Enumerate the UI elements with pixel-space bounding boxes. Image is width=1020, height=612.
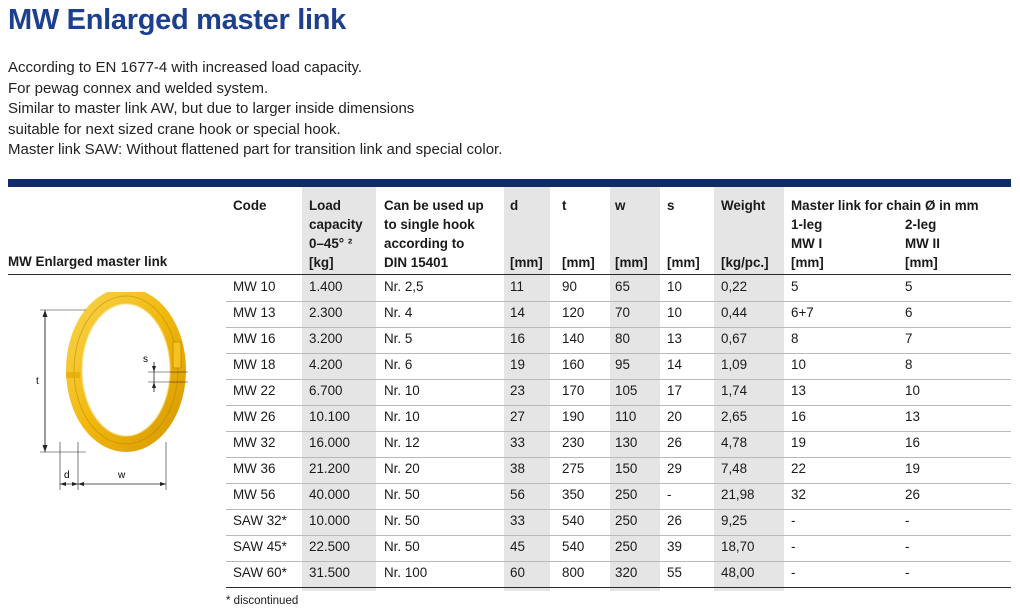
cell-d: 19: [510, 357, 525, 372]
cell-weight: 9,25: [721, 513, 748, 528]
cell-s: -: [667, 487, 672, 502]
cell-w: 150: [615, 461, 638, 476]
cell-load-capacity: 10.000: [309, 513, 350, 528]
cell-leg2: 7: [905, 331, 913, 346]
cell-single-hook: Nr. 4: [384, 305, 413, 320]
cell-leg2: 8: [905, 357, 913, 372]
cell-t: 275: [562, 461, 585, 476]
cell-single-hook: Nr. 10: [384, 383, 420, 398]
cell-t: 230: [562, 435, 585, 450]
cell-single-hook: Nr. 5: [384, 331, 413, 346]
table-row: [226, 301, 1011, 327]
cell-load-capacity: 21.200: [309, 461, 350, 476]
cell-leg2: 13: [905, 409, 920, 424]
cell-code: MW 36: [233, 461, 276, 476]
cell-leg2: 16: [905, 435, 920, 450]
cell-load-capacity: 10.100: [309, 409, 350, 424]
cell-load-capacity: 3.200: [309, 331, 343, 346]
cell-s: 13: [667, 331, 682, 346]
cell-load-capacity: 6.700: [309, 383, 343, 398]
header-2-leg: 2-leg MW II [mm]: [905, 217, 940, 270]
cell-load-capacity: 2.300: [309, 305, 343, 320]
page-title: MW Enlarged master link: [8, 4, 346, 36]
cell-single-hook: Nr. 50: [384, 513, 420, 528]
header-w: w [mm]: [615, 198, 648, 270]
dimension-s-label: s: [143, 354, 148, 365]
footnote: * discontinued: [226, 595, 299, 607]
cell-code: MW 10: [233, 279, 276, 294]
master-link-drawing: [28, 292, 208, 492]
cell-load-capacity: 40.000: [309, 487, 350, 502]
cell-w: 105: [615, 383, 638, 398]
cell-code: MW 18: [233, 357, 276, 372]
table-bottom-rule: [226, 587, 1011, 588]
table-row: [226, 483, 1011, 509]
cell-s: 10: [667, 279, 682, 294]
cell-s: 14: [667, 357, 682, 372]
table-row: [226, 327, 1011, 353]
table-side-label: MW Enlarged master link: [8, 254, 168, 269]
cell-s: 17: [667, 383, 682, 398]
link-ring: [74, 296, 178, 444]
cell-leg2: 5: [905, 279, 913, 294]
cell-leg1: 6+7: [791, 305, 814, 320]
cell-leg1: 5: [791, 279, 799, 294]
cell-t: 540: [562, 539, 585, 554]
cell-t: 120: [562, 305, 585, 320]
cell-s: 26: [667, 513, 682, 528]
cell-single-hook: Nr. 100: [384, 565, 428, 580]
cell-leg1: 8: [791, 331, 799, 346]
table-row: [226, 561, 1011, 587]
cell-leg1: 32: [791, 487, 806, 502]
cell-d: 60: [510, 565, 525, 580]
cell-load-capacity: 22.500: [309, 539, 350, 554]
cell-s: 39: [667, 539, 682, 554]
cell-t: 190: [562, 409, 585, 424]
weld-mark-icon: [66, 372, 80, 378]
cell-leg1: 13: [791, 383, 806, 398]
cell-t: 800: [562, 565, 585, 580]
cell-d: 11: [510, 279, 524, 294]
header-weight: Weight [kg/pc.]: [721, 198, 769, 270]
cell-d: 33: [510, 513, 525, 528]
cell-leg2: 26: [905, 487, 920, 502]
table-row: [226, 353, 1011, 379]
cell-code: SAW 32*: [233, 513, 287, 528]
cell-t: 160: [562, 357, 585, 372]
cell-w: 250: [615, 513, 638, 528]
cell-weight: 0,67: [721, 331, 748, 346]
table-top-rule: [8, 179, 1011, 187]
header-s: s [mm]: [667, 198, 700, 270]
table-row: [226, 457, 1011, 483]
table-row: [226, 275, 1011, 301]
intro-line: For pewag connex and welded system.: [8, 79, 269, 97]
cell-weight: 0,44: [721, 305, 748, 320]
cell-s: 10: [667, 305, 682, 320]
cell-s: 26: [667, 435, 682, 450]
cell-weight: 2,65: [721, 409, 748, 424]
cell-leg2: -: [905, 539, 910, 554]
cell-w: 80: [615, 331, 630, 346]
table-row: [226, 405, 1011, 431]
cell-leg1: -: [791, 539, 796, 554]
cell-code: MW 32: [233, 435, 276, 450]
cell-load-capacity: 1.400: [309, 279, 343, 294]
cell-d: 16: [510, 331, 525, 346]
cell-d: 33: [510, 435, 525, 450]
table-row: [226, 379, 1011, 405]
cell-single-hook: Nr. 50: [384, 487, 420, 502]
cell-weight: 48,00: [721, 565, 755, 580]
cell-leg2: -: [905, 565, 910, 580]
cell-leg2: -: [905, 513, 910, 528]
cell-code: SAW 45*: [233, 539, 287, 554]
cell-weight: 0,22: [721, 279, 748, 294]
dimension-d-label: d: [64, 470, 70, 481]
flattened-part-icon: [173, 342, 181, 368]
cell-w: 95: [615, 357, 630, 372]
cell-w: 130: [615, 435, 638, 450]
header-code: Code: [233, 198, 267, 213]
cell-s: 20: [667, 409, 682, 424]
cell-w: 250: [615, 487, 638, 502]
cell-weight: 18,70: [721, 539, 755, 554]
cell-leg1: -: [791, 513, 796, 528]
cell-w: 110: [615, 409, 637, 424]
cell-t: 170: [562, 383, 585, 398]
cell-leg1: -: [791, 565, 796, 580]
cell-single-hook: Nr. 6: [384, 357, 413, 372]
cell-weight: 1,74: [721, 383, 748, 398]
intro-text: [8, 58, 502, 161]
cell-d: 14: [510, 305, 525, 320]
cell-single-hook: Nr. 10: [384, 409, 420, 424]
cell-s: 29: [667, 461, 682, 476]
cell-code: MW 16: [233, 331, 276, 346]
cell-d: 27: [510, 409, 525, 424]
cell-w: 65: [615, 279, 630, 294]
header-1-leg: 1-leg MW I [mm]: [791, 217, 824, 270]
cell-t: 350: [562, 487, 585, 502]
cell-d: 45: [510, 539, 525, 554]
header-t: t [mm]: [562, 198, 595, 270]
cell-t: 90: [562, 279, 577, 294]
cell-load-capacity: 4.200: [309, 357, 343, 372]
cell-weight: 4,78: [721, 435, 748, 450]
cell-d: 38: [510, 461, 525, 476]
cell-load-capacity: 31.500: [309, 565, 350, 580]
intro-line: suitable for next sized crane hook or special hook.: [8, 120, 341, 138]
cell-leg1: 22: [791, 461, 806, 476]
header-load-capacity: Load capacity 0–45° ² [kg]: [309, 198, 363, 270]
cell-single-hook: Nr. 50: [384, 539, 420, 554]
cell-weight: 21,98: [721, 487, 755, 502]
cell-load-capacity: 16.000: [309, 435, 350, 450]
cell-single-hook: Nr. 20: [384, 461, 420, 476]
table-row: [226, 509, 1011, 535]
cell-w: 320: [615, 565, 638, 580]
cell-t: 140: [562, 331, 585, 346]
header-master-link-chain: Master link for chain Ø in mm: [791, 198, 979, 213]
cell-code: MW 56: [233, 487, 276, 502]
cell-code: SAW 60*: [233, 565, 287, 580]
cell-leg2: 19: [905, 461, 920, 476]
cell-weight: 7,48: [721, 461, 748, 476]
master-link-figure: [28, 292, 208, 492]
cell-code: MW 13: [233, 305, 276, 320]
cell-d: 23: [510, 383, 525, 398]
cell-leg2: 10: [905, 383, 920, 398]
cell-single-hook: Nr. 2,5: [384, 279, 424, 294]
header-d: d [mm]: [510, 198, 543, 270]
intro-line: Similar to master link AW, but due to larger inside dimensions: [8, 100, 415, 118]
dimension-w-label: w: [118, 470, 126, 481]
intro-line: Master link SAW: Without flattened part for transition link and special color.: [8, 141, 503, 159]
dimension-t-label: t: [36, 376, 39, 387]
cell-w: 250: [615, 539, 638, 554]
table-row: [226, 431, 1011, 457]
cell-code: MW 26: [233, 409, 276, 424]
intro-line: According to EN 1677-4 with increased load capacity.: [8, 59, 363, 76]
cell-leg1: 19: [791, 435, 806, 450]
cell-d: 56: [510, 487, 525, 502]
cell-weight: 1,09: [721, 357, 748, 372]
cell-leg1: 16: [791, 409, 806, 424]
cell-leg1: 10: [791, 357, 806, 372]
cell-code: MW 22: [233, 383, 276, 398]
cell-leg2: 6: [905, 305, 913, 320]
table-row: [226, 535, 1011, 561]
cell-single-hook: Nr. 12: [384, 435, 420, 450]
cell-s: 55: [667, 565, 682, 580]
header-single-hook: Can be used up to single hook according to DIN 15401: [384, 198, 484, 270]
cell-w: 70: [615, 305, 630, 320]
cell-t: 540: [562, 513, 585, 528]
